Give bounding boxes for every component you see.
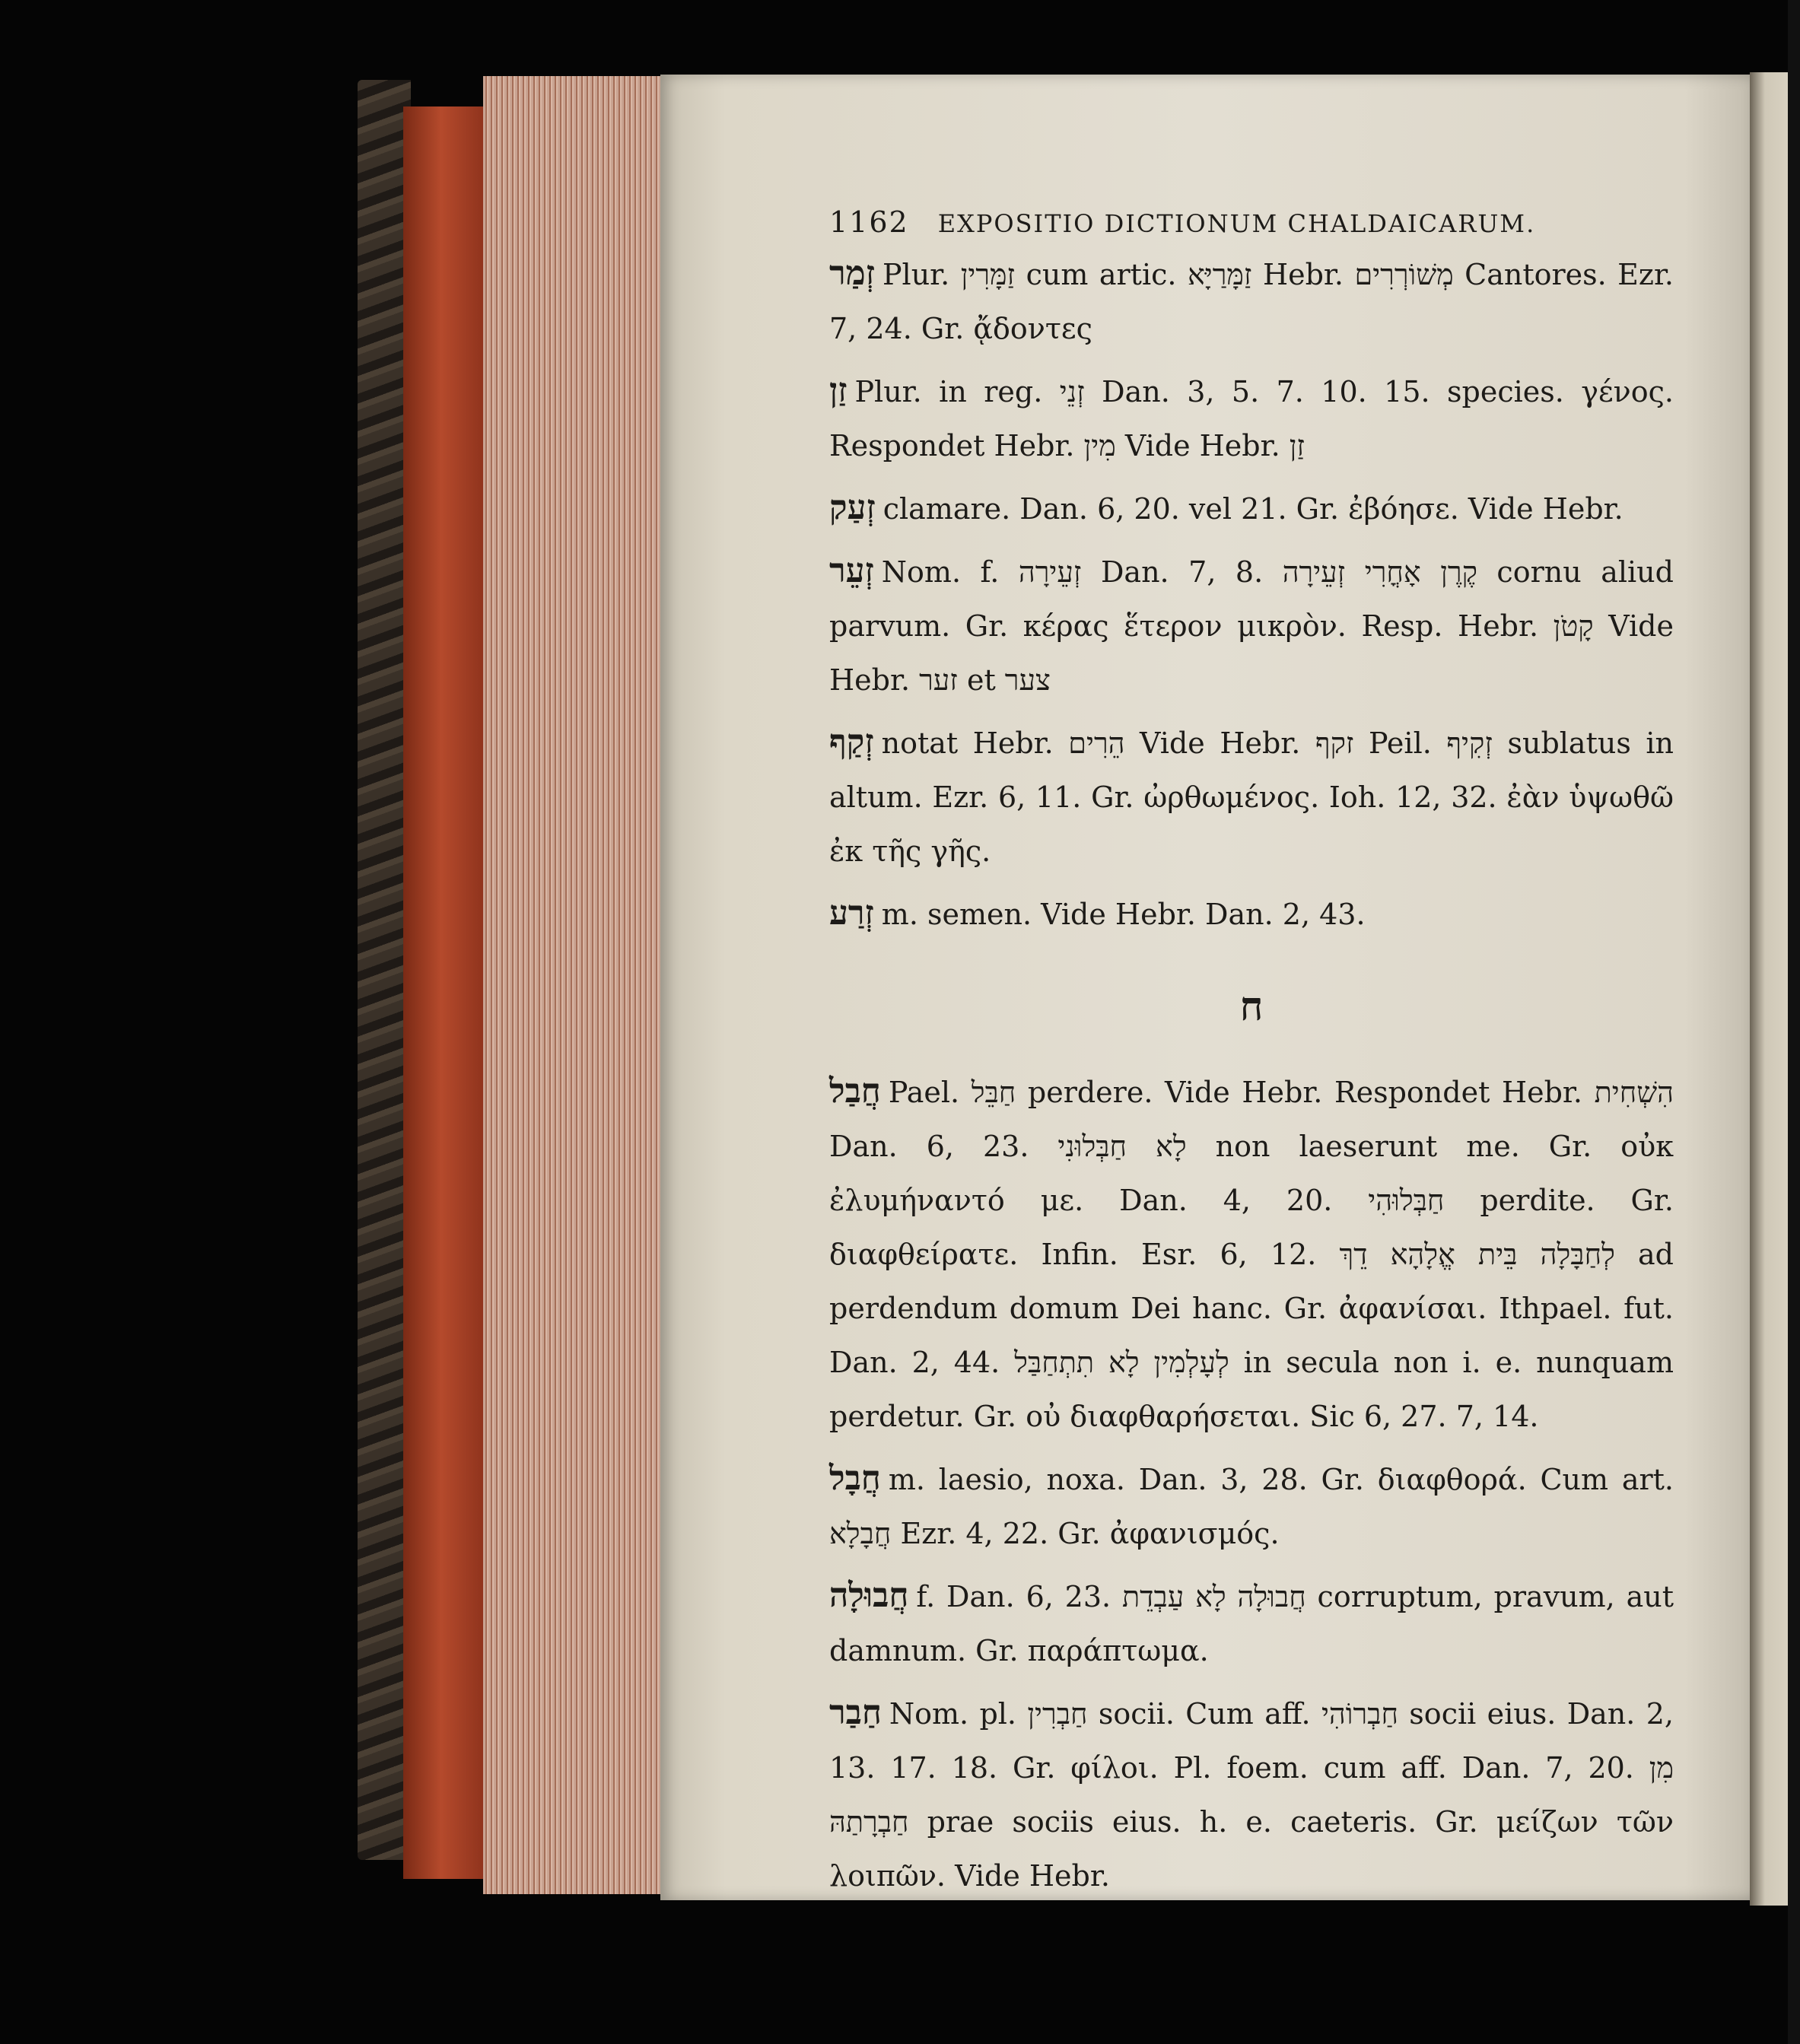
dictionary-entry	[829, 1569, 1674, 1678]
entry-text: m. laesio, noxa. Dan. 3, 28. Gr. διαφθορά. Cum art. חֲבָלָא Ezr. 4, 22. Gr. ἀφανισμός.	[829, 1463, 1674, 1550]
dictionary-entry	[829, 481, 1674, 536]
dictionary-entry	[829, 1686, 1674, 1903]
entry-headword: חֲבָל	[829, 1459, 881, 1498]
page-edges	[483, 76, 669, 1894]
running-head	[829, 205, 1674, 239]
entry-text: Plur. in reg. זְנֵי Dan. 3, 5. 7. 10. 15. species. γένος. Respondet Hebr. מִין Vide Hebr. זַן	[829, 375, 1674, 463]
entry-headword: זְקַף	[829, 723, 874, 761]
entry-text: f. Dan. 6, 23. חֲבוּלָה לָא עַבְדֵת corruptum, pravum, aut damnum. Gr. παράπτωμα.	[829, 1580, 1674, 1667]
dictionary-entry	[829, 715, 1674, 879]
entry-text: m. semen. Vide Hebr. Dan. 2, 43.	[881, 898, 1366, 931]
entry-text: clamare. Dan. 6, 20. vel 21. Gr. ἐβόησε. Vide Hebr.	[883, 492, 1623, 526]
dictionary-entry	[829, 246, 1674, 356]
entry-headword: זַן	[829, 371, 848, 410]
dictionary-entry	[829, 1451, 1674, 1561]
entry-text: Nom. f. זְעֵירָה Dan. 7, 8. קֶרֶן אָחֳרִי זְעֵירָה cornu aliud parvum. Gr. κέρας ἕτερον μικρὸν. Resp. Hebr. קָטֹן Vide Hebr. זער et צער	[829, 555, 1674, 697]
dictionary-entry	[829, 544, 1674, 707]
entry-headword: זְעֵר	[829, 552, 874, 590]
book-red-edge	[403, 106, 487, 1879]
entry-text: notat Hebr. הֵרִים Vide Hebr. זקף Peil. זְקִיף sublatus in altum. Ezr. 6, 11. Gr. ὠρθωμένος. Ioh. 12, 32. ἐὰν ὑψωθῶ ἐκ τῆς γῆς.	[829, 726, 1674, 868]
dictionary-entry	[829, 364, 1674, 473]
running-title: EXPOSITIO DICTIONUM CHALDAICARUM.	[937, 209, 1536, 238]
page-content	[829, 205, 1674, 1911]
entry-text: Plur. זַמָּרִין cum artic. זַמָּרַיָּא Hebr. מְשׁוֹרְרִים Cantores. Ezr. 7, 24. Gr. ᾄδοντες	[829, 258, 1674, 345]
right-margin	[1788, 0, 1800, 2044]
dictionary-entry	[829, 1064, 1674, 1444]
section-letter: ח	[1239, 984, 1264, 1030]
page-number: 1162	[829, 205, 909, 239]
entry-headword: חַבַר	[829, 1693, 882, 1732]
dictionary-entry	[829, 886, 1674, 942]
facing-page-edge	[1750, 72, 1788, 1906]
chet-entries	[829, 1064, 1674, 1903]
entry-headword: זְמַר	[829, 254, 875, 293]
entry-text: Pael. חַבֵּל perdere. Vide Hebr. Respondet Hebr. הִשְׁחִית Dan. 6, 23. לָא חַבְּלוּנִי non laeserunt me. Gr. οὐκ ἐλυμήναντό με. Dan. 4, 20. חַבְּלוּהִי perdite. Gr. διαφθείρατε. Infin. Esr. 6, 12. לְחַבָּלָה בֵּית אֱלָהָא דֵךְ ad perdendum domum Dei hanc. Gr. ἀφανίσαι. Ithpael. fut. Dan. 2, 44. לְעָלְמִין לָא תִתְחַבַּל in secula non i. e. nunquam perdetur. Gr. οὐ διαφθαρήσεται. Sic 6, 27. 7, 14.	[829, 1076, 1674, 1433]
entry-headword: זְעַק	[829, 488, 876, 527]
zain-entries	[829, 246, 1674, 942]
entry-headword: חֲבוּלָה	[829, 1576, 909, 1615]
entry-text: Nom. pl. חַבְרִין socii. Cum aff. חַבְרוֹהִי socii eius. Dan. 2, 13. 17. 18. Gr. φίλοι. Pl. foem. cum aff. Dan. 7, 20. מִן חַבְרָתַהּ prae sociis eius. h. e. caeteris. Gr. μείζων τῶν λοιπῶν. Vide Hebr.	[829, 1697, 1674, 1893]
entry-headword: חֲבַל	[829, 1072, 881, 1111]
entry-headword: זְרַע	[829, 894, 874, 933]
